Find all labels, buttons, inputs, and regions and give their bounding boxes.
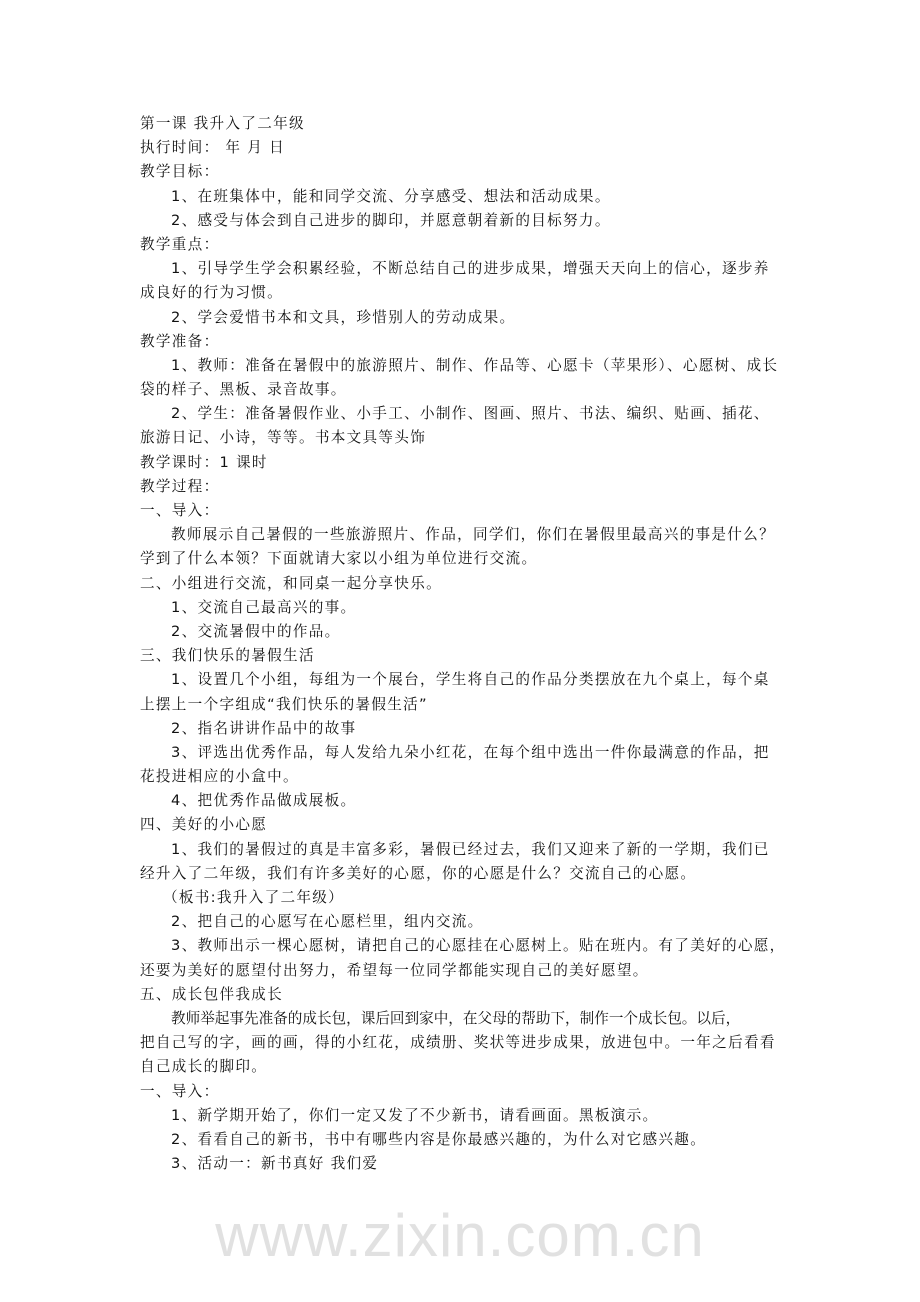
section-heading: 教学准备： <box>140 332 220 350</box>
text-line: 3、活动一：新书真好 我们爱 <box>171 1155 379 1173</box>
text-line: 上摆上一个字组成“我们快乐的暑假生活” <box>140 695 428 713</box>
section-heading: 五、成长包伴我成长 <box>140 985 284 1003</box>
text-line: 花投进相应的小盒中。 <box>140 768 299 786</box>
section-heading: 四、美好的小心愿 <box>140 816 268 834</box>
section-heading: 教学课时：1 课时 <box>140 453 268 471</box>
text-line: 1、引导学生学会积累经验，不断总结自己的进步成果，增强天天向上的信心，逐步养 <box>171 260 770 278</box>
section-heading: 三、我们快乐的暑假生活 <box>140 647 315 665</box>
text-line: 2、把自己的心愿写在心愿栏里，组内交流。 <box>171 913 484 931</box>
text-line: 学到了什么本领？下面就请大家以小组为单位进行交流。 <box>140 550 538 568</box>
text-line: 1、设置几个小组，每组为一个展台，学生将自己的作品分类摆放在九个桌上，每个桌 <box>171 671 770 689</box>
section-heading: 执行时间： 年 月 日 <box>140 139 285 157</box>
text-line: 4、把优秀作品做成展板。 <box>171 792 357 810</box>
section-heading: 二、小组进行交流，和同桌一起分享快乐。 <box>140 574 442 592</box>
text-line: 教师展示自己暑假的一些旅游照片、作品，同学们，你们在暑假里最高兴的事是什么？ <box>171 526 775 544</box>
section-heading: 一、导入： <box>140 1082 220 1100</box>
text-line: 还要为美好的愿望付出努力，希望每一位同学都能实现自己的美好愿望。 <box>140 961 649 979</box>
section-heading: 教学过程： <box>140 477 220 495</box>
section-heading: 第一课 我升入了二年级 <box>140 115 305 132</box>
text-line: 2、学生：准备暑假作业、小手工、小制作、图画、照片、书法、编织、贴画、插花、 <box>171 405 770 423</box>
text-line: 自己成长的脚印。 <box>140 1058 268 1076</box>
text-line: 2、指名讲讲作品中的故事 <box>171 719 357 737</box>
text-line: 1、在班集体中，能和同学交流、分享感受、想法和活动成果。 <box>171 187 611 205</box>
text-line: 3、教师出示一棵心愿树，请把自己的心愿挂在心愿树上。贴在班内。有了美好的心愿， <box>171 937 786 955</box>
text-line: 旅游日记、小诗，等等。书本文具等头饰 <box>140 429 427 447</box>
text-line: 2、学会爱惜书本和文具，珍惜别人的劳动成果。 <box>171 308 516 326</box>
text-line: 成良好的行为习惯。 <box>140 284 284 302</box>
text-line: （板书:我升入了二年级） <box>163 889 345 906</box>
section-heading: 教学重点： <box>140 235 220 253</box>
section-heading: 教学目标： <box>140 163 220 181</box>
text-line: 1、新学期开始了，你们一定又发了不少新书，请看画面。黑板演示。 <box>171 1106 659 1124</box>
text-line: 把自己写的字，画的画，得的小红花，成绩册、奖状等进步成果，放进包中。一年之后看看 <box>140 1034 776 1052</box>
document-body <box>140 112 790 1176</box>
text-line: 1、我们的暑假过的真是丰富多彩，暑假已经过去，我们又迎来了新的一学期，我们已 <box>171 840 770 858</box>
text-line: 1、教师：准备在暑假中的旅游照片、制作、作品等、心愿卡（苹果形）、心愿树、成长 <box>171 356 779 374</box>
text-line: 2、感受与体会到自己进步的脚印，并愿意朝着新的目标努力。 <box>171 211 611 229</box>
section-heading: 一、导入： <box>140 502 220 519</box>
text-line: 教师举起事先准备的成长包，课后回到家中，在父母的帮助下，制作一个成长包。以后， <box>171 1009 741 1027</box>
text-line: 1、交流自己最高兴的事。 <box>171 598 357 616</box>
watermark: www.zixin.com.cn <box>215 1202 705 1269</box>
text-line: 经升入了二年级，我们有许多美好的心愿，你的心愿是什么？交流自己的心愿。 <box>140 864 697 882</box>
text-line: 3、评选出优秀作品，每人发给九朵小红花，在每个组中选出一件你最满意的作品，把 <box>171 743 770 761</box>
text-line: 袋的样子、黑板、录音故事。 <box>140 381 347 399</box>
text-line: 2、看看自己的新书，书中有哪些内容是你最感兴趣的，为什么对它感兴趣。 <box>171 1130 707 1148</box>
text-line: 2、交流暑假中的作品。 <box>171 622 341 640</box>
